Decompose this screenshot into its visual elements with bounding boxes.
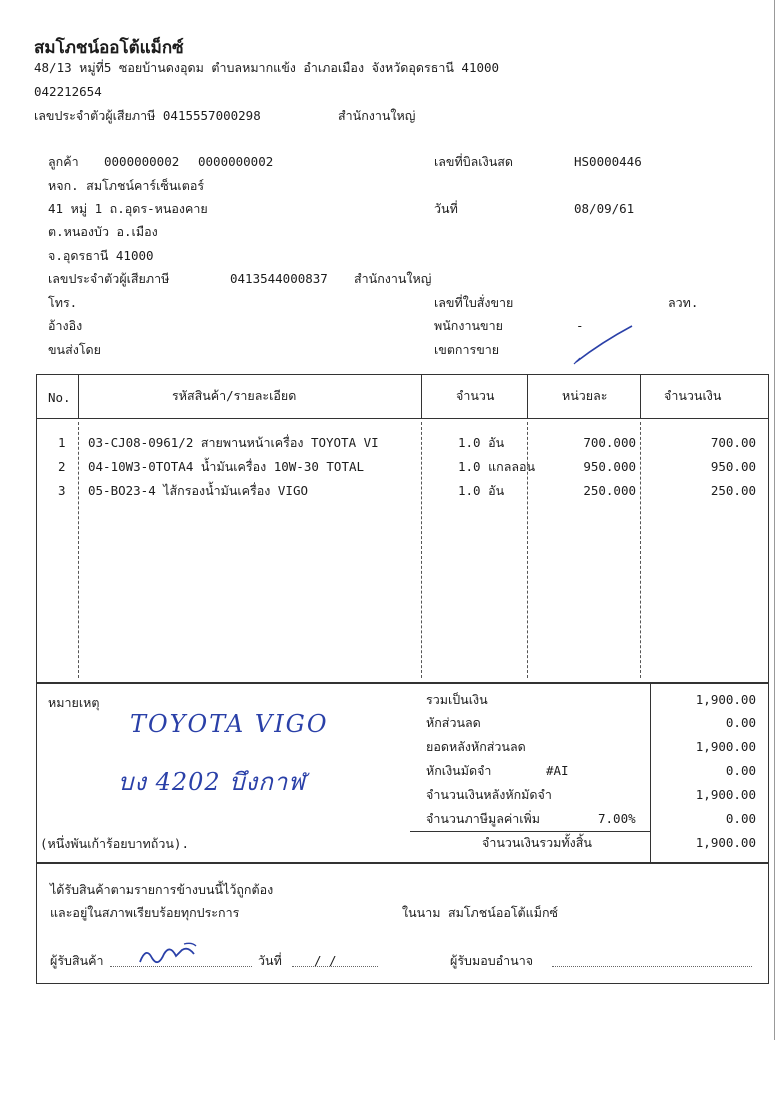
row-3-unit-price: 250.000 [583,483,636,498]
col-divider-unit [640,374,641,419]
salesperson-signature-mark [572,318,642,366]
handwritten-vehicle-model: TOYOTA VIGO [130,710,329,738]
deposit-code: #AI [546,763,569,778]
amount-in-words: (หนึ่งพันเก้าร้อยบาทถ้วน). [40,836,189,851]
header-description: รหัสสินค้า/รายละเอียด [172,388,297,403]
row-2-description: 04-10W3-0TOTA4 น้ำมันเครื่อง 10W-30 TOTAL [88,459,365,474]
header-quantity: จำนวน [456,388,495,403]
authorized-label: ผู้รับมอบอำนาจ [450,953,534,968]
customer-label: ลูกค้า [48,154,79,169]
after-discount-label: ยอดหลังหักส่วนลด [426,739,526,754]
receiver-signature [136,940,200,970]
receive-date-line [292,966,378,967]
vat-value: 0.00 [725,811,756,826]
salesperson-label: พนักงานขาย [434,318,503,333]
discount-label: หักส่วนลด [426,715,481,730]
grand-total-label: จำนวนเงินรวมทั้งสิ้น [482,835,592,850]
bill-date: 08/09/61 [574,201,635,216]
totals-divider [650,682,651,862]
row-1-amount: 700.00 [710,435,756,450]
row-1-quantity: 1.0 อัน [458,435,505,450]
company-name: สมโภชน์ออโต้แม็กซ์ [34,38,184,58]
col-dash-unit [640,422,641,678]
items-table-header-rule [36,418,768,419]
authorized-signature-line [552,966,752,967]
customer-tax-label: เลขประจำตัวผู้เสียภาษี [48,271,170,286]
customer-reference-label: อ้างอิง [48,318,83,333]
row-3-quantity: 1.0 อัน [458,483,505,498]
row-2-unit-price: 950.000 [583,459,636,474]
company-branch: สำนักงานใหญ่ [338,108,416,123]
customer-name: หจก. สมโภชน์คาร์เซ็นเตอร์ [48,178,205,193]
received-line-2: และอยู่ในสภาพเรียบร้อยทุกประการ [50,905,240,920]
received-line-1: ได้รับสินค้าตามรายการข้างบนนี้ไว้ถูกต้อง [50,882,274,897]
customer-code-2: 0000000002 [198,154,274,169]
subtotal-value: 1,900.00 [695,692,756,707]
customer-shipping-label: ขนส่งโดย [48,342,101,357]
customer-code-1: 0000000002 [104,154,180,169]
deposit-value: 0.00 [725,763,756,778]
company-address: 48/13 หมู่ที่5 ซอยบ้านดงอุดม ตำบลหมากแข้ง อำเภอเมือง จังหวัดอุดรธานี 41000 [34,60,500,75]
col-divider-desc [421,374,422,419]
notes-label: หมายเหตุ [48,695,100,710]
bill-number: HS0000446 [574,154,642,169]
vat-label: จำนวนภาษีมูลค่าเพิ่ม [426,811,540,826]
company-phone: 042212654 [34,84,102,99]
col-dash-desc [421,422,422,678]
on-behalf-of: ในนาม สมโภชน์ออโต้แม็กซ์ [402,905,559,920]
row-3-description: 05-BO23-4 ไส้กรองน้ำมันเครื่อง VIGO [88,483,309,498]
bill-number-label: เลขที่บิลเงินสด [434,154,513,169]
row-3-no: 3 [58,483,66,498]
discount-value: 0.00 [725,715,756,730]
sales-order-label: เลขที่ใบสั่งขาย [434,295,514,310]
customer-address-3: จ.อุดรธานี 41000 [48,248,154,263]
row-2-amount: 950.00 [710,459,756,474]
sales-order-value: ลวท. [668,295,699,310]
handwritten-license-plate: บง 4202 บึงกาฬ [118,768,306,796]
bill-date-label: วันที่ [434,201,458,216]
customer-branch: สำนักงานใหญ่ [354,271,432,286]
items-table [36,374,769,684]
row-2-no: 2 [58,459,66,474]
customer-phone-label: โทร. [48,295,78,310]
header-unit-price: หน่วยละ [562,388,608,403]
header-no: No. [48,390,71,405]
receive-date-label: วันที่ [258,953,282,968]
after-deposit-value: 1,900.00 [695,787,756,802]
receiver-label: ผู้รับสินค้า [50,953,104,968]
after-discount-value: 1,900.00 [695,739,756,754]
col-divider-no [78,374,79,419]
row-1-description: 03-CJ08-0961/2 สายพานหน้าเครื่อง TOYOTA VI [88,435,379,450]
grand-total-rule [410,831,650,832]
row-2-quantity: 1.0 แกลลอน [458,459,536,474]
receive-date-slashes: / / [314,953,337,968]
customer-address-1: 41 หมู่ 1 ถ.อุดร-หนองคาย [48,201,208,216]
salesperson-value: - [576,318,584,333]
header-amount: จำนวนเงิน [664,388,722,403]
deposit-label: หักเงินมัดจำ [426,763,492,778]
customer-address-2: ต.หนองบัว อ.เมือง [48,224,158,239]
col-divider-qty [527,374,528,419]
grand-total-value: 1,900.00 [695,835,756,850]
row-1-no: 1 [58,435,66,450]
row-3-amount: 250.00 [710,483,756,498]
row-1-unit-price: 700.000 [583,435,636,450]
company-tax-id: เลขประจำตัวผู้เสียภาษี 0415557000298 [34,108,261,123]
scan-edge [774,0,775,1040]
subtotal-label: รวมเป็นเงิน [426,692,488,707]
after-deposit-label: จำนวนเงินหลังหักมัดจำ [426,787,552,802]
customer-tax-id: 0413544000837 [230,271,328,286]
vat-rate: 7.00% [598,811,636,826]
col-dash-no [78,422,79,678]
sales-area-label: เขตการขาย [434,342,500,357]
